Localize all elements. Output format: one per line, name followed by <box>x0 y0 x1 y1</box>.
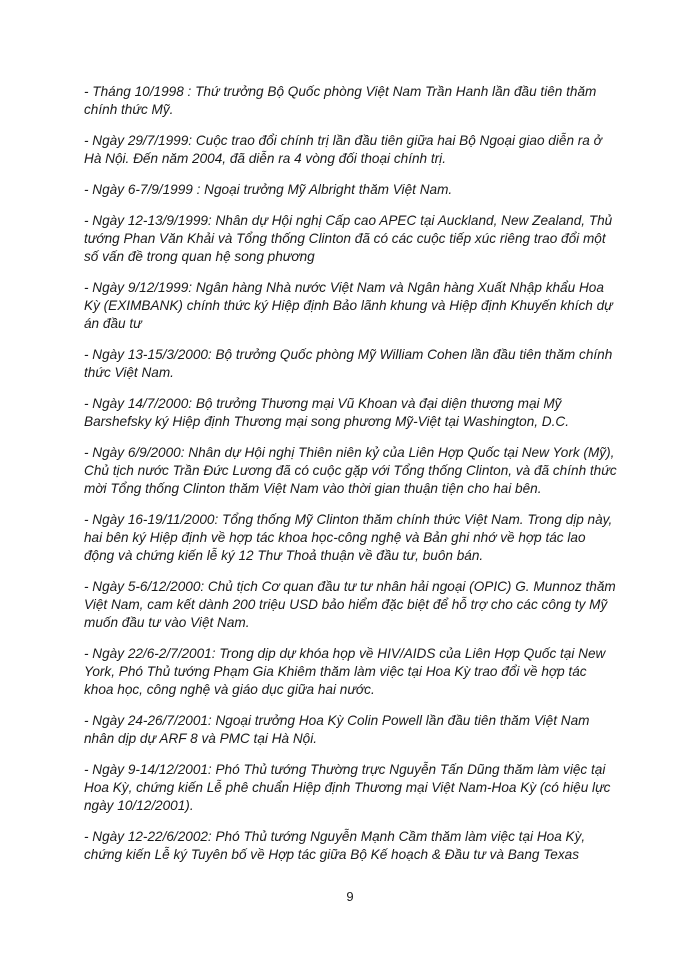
timeline-entry: - Ngày 12-22/6/2002: Phó Thủ tướng Nguyễn Mạnh Cầm thăm làm việc tại Hoa Kỳ, chứng kiến Lễ ký Tuyên bố về Hợp tác giữa Bộ Kế hoạch & Đầu tư và Bang Texas <box>84 829 586 862</box>
timeline-entry: - Ngày 13-15/3/2000: Bộ trưởng Quốc phòng Mỹ William Cohen lần đầu tiên thăm chính thức Việt Nam. <box>84 347 613 380</box>
timeline-entry: - Ngày 14/7/2000: Bộ trưởng Thương mại Vũ Khoan và đại diện thương mại Mỹ Barshefsky ký Hiệp định Thương mại song phương Mỹ-Việt tại Washington, D.C. <box>84 396 569 429</box>
timeline-entry: - Ngày 6-7/9/1999 : Ngoại trưởng Mỹ Albright thăm Việt Nam. <box>84 182 453 197</box>
timeline-entry: - Ngày 12-13/9/1999: Nhân dự Hội nghị Cấp cao APEC tại Auckland, New Zealand, Thủ tướng Phan Văn Khải và Tổng thống Clinton đã có các cuộc tiếp xúc riêng trao đổi một số vấn đề trong quan hệ song phương <box>84 213 613 264</box>
page-number: 9 <box>346 889 354 904</box>
timeline-entry: - Ngày 9-14/12/2001: Phó Thủ tướng Thường trực Nguyễn Tấn Dũng thăm làm việc tại Hoa Kỳ, chứng kiến Lễ phê chuẩn Hiệp định Thương mại Việt Nam-Hoa Kỳ (có hiệu lực ngày 10/12/2001). <box>84 762 611 813</box>
timeline-entry: - Ngày 6/9/2000: Nhân dự Hội nghị Thiên niên kỷ của Liên Hợp Quốc tại New York (Mỹ), Chủ tịch nước Trần Đức Lương đã có cuộc gặp với Tổng thống Clinton, và đã chính thức mời Tổng thống Clinton thăm Việt Nam vào thời gian thuận tiện cho hai bên. <box>84 445 617 496</box>
timeline-entry: - Ngày 24-26/7/2001: Ngoại trưởng Hoa Kỳ Colin Powell lần đầu tiên thăm Việt Nam nhân dịp dự ARF 8 và PMC tại Hà Nội. <box>84 713 590 746</box>
timeline-entry: - Ngày 29/7/1999: Cuộc trao đổi chính trị lần đầu tiên giữa hai Bộ Ngoại giao diễn ra ở Hà Nội. Đến năm 2004, đã diễn ra 4 vòng đối thoại chính trị. <box>84 133 602 166</box>
timeline-entry: - Tháng 10/1998 : Thứ trưởng Bộ Quốc phòng Việt Nam Trần Hanh lần đầu tiên thăm chính thức Mỹ. <box>84 84 597 117</box>
timeline-entry: - Ngày 5-6/12/2000: Chủ tịch Cơ quan đầu tư tư nhân hải ngoại (OPIC) G. Munnoz thăm Việt Nam, cam kết dành 200 triệu USD bảo hiểm đặc biệt để hỗ trợ cho các công ty Mỹ muốn đầu tư vào Việt Nam. <box>84 579 616 630</box>
timeline-entry: - Ngày 22/6-2/7/2001: Trong dịp dự khóa họp về HIV/AIDS của Liên Hợp Quốc tại New York, Phó Thủ tướng Phạm Gia Khiêm thăm làm việc tại Hoa Kỳ trao đổi về hợp tác khoa học, công nghệ và giáo dục giữa hai nước. <box>84 646 606 697</box>
timeline-entry: - Ngày 9/12/1999: Ngân hàng Nhà nước Việt Nam và Ngân hàng Xuất Nhập khẩu Hoa Kỳ (EXIMBANK) chính thức ký Hiệp định Bảo lãnh khung và Hiệp định Khuyến khích dự án đầu tư <box>84 280 613 331</box>
timeline-entry: - Ngày 16-19/11/2000: Tổng thống Mỹ Clinton thăm chính thức Việt Nam. Trong dịp này, hai bên ký Hiệp định về hợp tác khoa học-công nghệ và Bản ghi nhớ về hợp tác lao động và chứng kiến lễ ký 12 Thư Thoả thuận về đầu tư, buôn bán. <box>84 512 613 563</box>
timeline-list <box>84 83 619 877</box>
